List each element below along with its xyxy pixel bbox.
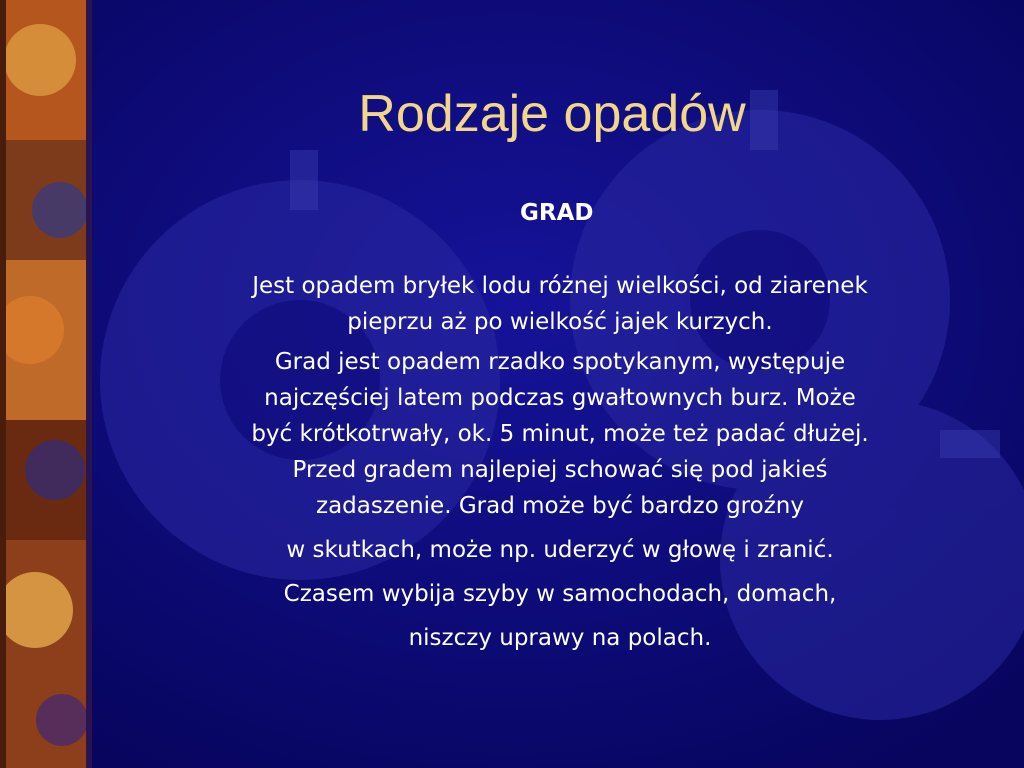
section-heading: GRAD <box>520 200 594 226</box>
text-line: Jest opadem bryłek lodu różnej wielkości, od ziarenek <box>252 273 868 299</box>
text-line: Czasem wybija szyby w samochodach, domach, <box>283 581 837 607</box>
text-line: w skutkach, może np. uderzyć w głowę i zranić. <box>286 537 834 563</box>
text-line: niszczy uprawy na polach. <box>408 625 712 651</box>
slide-body <box>140 268 980 656</box>
text-line: Grad jest opadem rzadko spotykanym, występuje <box>274 349 846 375</box>
decorative-left-strip <box>0 0 92 768</box>
text-line: najczęściej latem podczas gwałtownych burz. Może <box>264 385 856 411</box>
text-line: Przed gradem najlepiej schować się pod jakieś <box>292 457 828 483</box>
text-line: zadaszenie. Grad może być bardzo groźny <box>316 493 804 519</box>
page-title: Rodzaje opadów <box>358 85 746 143</box>
text-line: być krótkotrwały, ok. 5 minut, może też padać dłużej. <box>251 421 869 447</box>
text-line: pieprzu aż po wielkość jajek kurzych. <box>347 309 773 335</box>
